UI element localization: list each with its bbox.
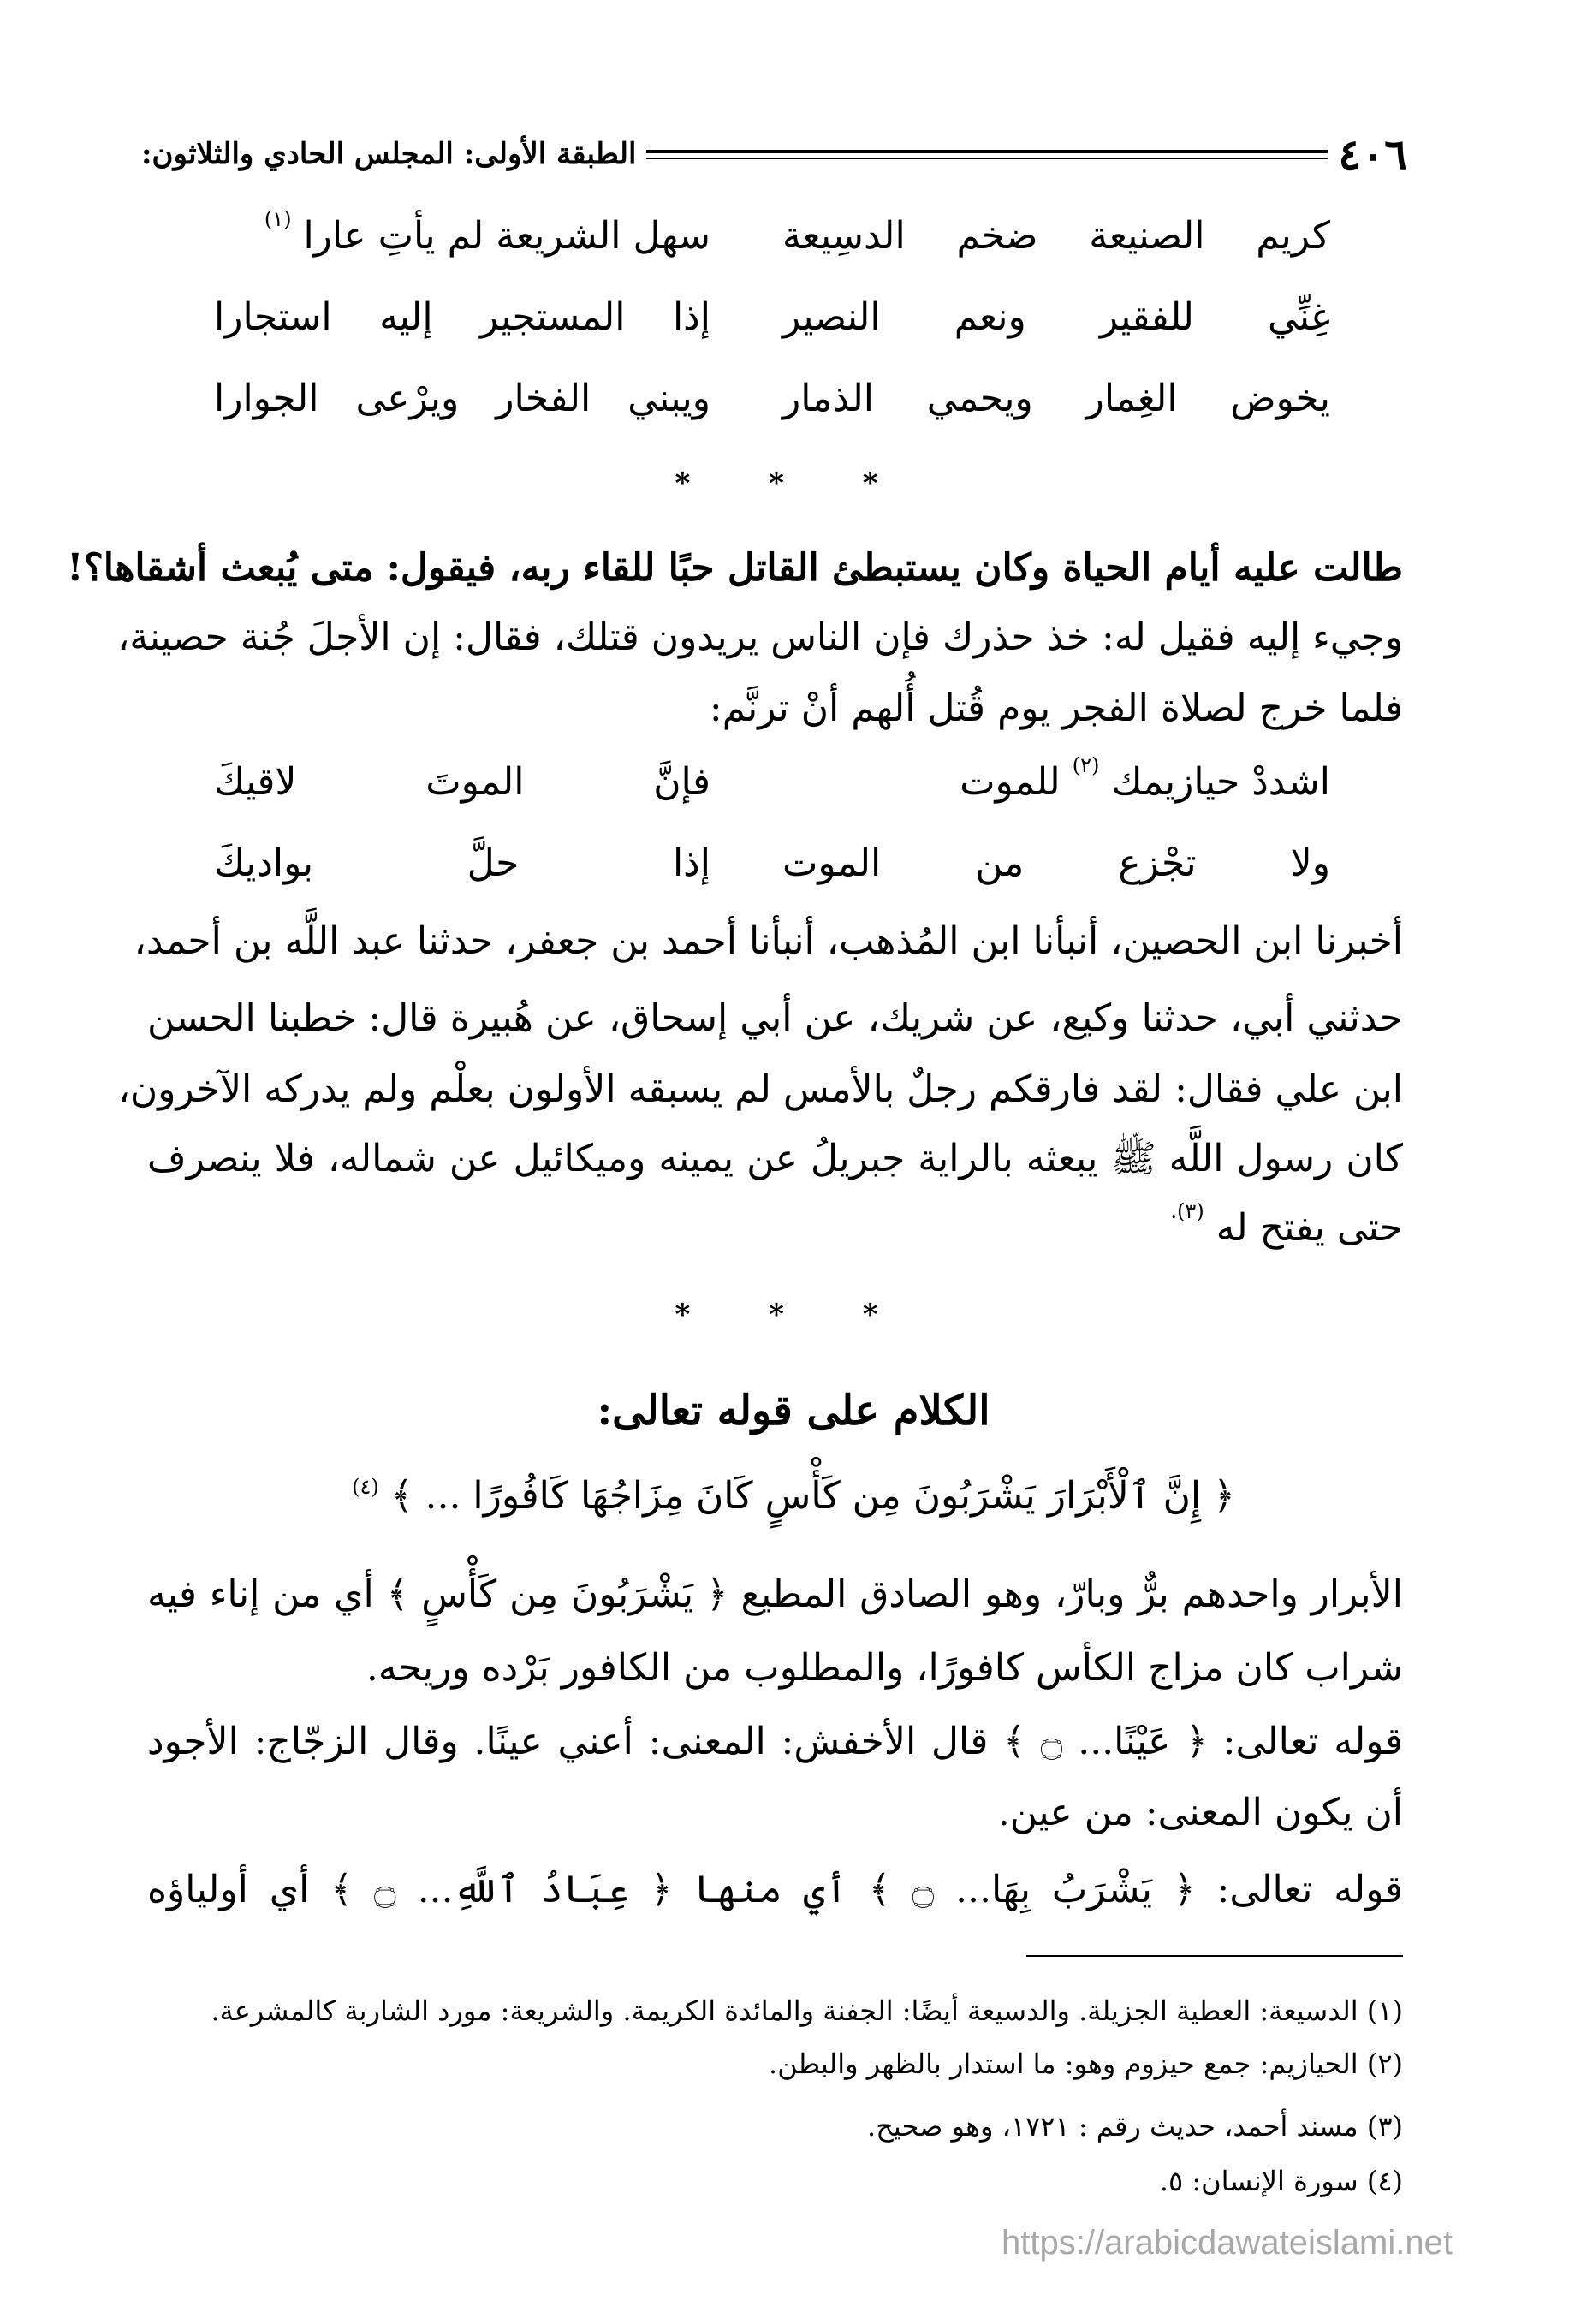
- page-number: ٤٠٦: [1338, 128, 1407, 180]
- footnote-rule: [1026, 1955, 1403, 1957]
- verse-hemistich: [214, 206, 710, 266]
- footnote: (١) الدسيعة: العطية الجزيلة. والدسيعة أيضًا: الجفنة والمائدة الكريمة. والشريعة: مورد الشاربة كالمشرعة.: [211, 1994, 1403, 2027]
- text-line: كان رسول اللَّه ﷺ يبعثه بالراية جبريلُ عن يمينه وميكائيل عن شماله، فلا ينصرف: [147, 1137, 1403, 1180]
- section-separator: * * *: [675, 1298, 912, 1332]
- watermark-url: https://arabicdawateislami.net: [1002, 2224, 1453, 2262]
- header-rule: [646, 150, 1328, 159]
- verse-text: سهل الشريعة لم يأتِ عارا: [303, 214, 710, 258]
- footnote: (٤) سورة الإنسان: ٥.: [1159, 2165, 1403, 2197]
- verse-hemistich: كريم الصنيعة ضخم الدسِيعة: [782, 214, 1330, 258]
- footnote-ref: (٣).: [1170, 1199, 1204, 1223]
- ayah-text: ﴿ إِنَّ ٱلْأَبْرَارَ يَشْرَبُونَ مِن كَأْسٍ كَانَ مِزَاجُهَا كَافُورًا ... ﴾: [390, 1474, 1235, 1518]
- verse-hemistich: فإنَّ الموتَ لاقيكَ: [214, 760, 710, 804]
- text-line: أخبرنا ابن الحصين، أنبأنا ابن المُذهب، أنبأنا أحمد بن جعفر، حدثنا عبد اللَّه بن أحمد،: [134, 919, 1403, 963]
- footnote: (٣) مسند أحمد، حديث رقم : ١٧٢١، وهو صحيح.: [867, 2110, 1403, 2143]
- text-line: قوله تعالى: ﴿ عَيْنًا... ۝ ﴾ قال الأخفش: المعنى: أعني عينًا. وقال الزجّاج: الأجود: [147, 1720, 1403, 1763]
- verse-hemistich: ويبني الفخار ويرْعى الجوارا: [214, 377, 710, 420]
- text-line: حدثني أبي، حدثنا وكيع، عن شريك، عن أبي إسحاق، عن هُبيرة قال: خطبنا الحسن: [147, 996, 1403, 1040]
- running-header: [141, 128, 1407, 180]
- text-line: قوله تعالى: ﴿ يَشْرَبُ بِهَا... ۝ ﴾ أي منها ﴿ عِبَادُ ٱللَّهِ... ۝ ﴾ أي أولياؤه: [147, 1868, 1403, 1911]
- text-line: أن يكون المعنى: من عين.: [997, 1791, 1403, 1834]
- verse-hemistich: غِنِّي للفقير ونعم النصير: [782, 295, 1330, 339]
- text-line: وجيء إليه فقيل له: خذ حذرك فإن الناس يريدون قتلك، فقال: إن الأجلَ جُنة حصينة،: [117, 615, 1403, 659]
- verse-hemistich: يخوض الغِمار ويحمي الذمار: [782, 377, 1330, 420]
- text-line: طالت عليه أيام الحياة وكان يستبطئ القاتل حبًا للقاء ربه، فيقول: متى يُبعث أشقاها؟!: [67, 546, 1403, 590]
- header-title: الطبقة الأولى: المجلس الحادي والثلاثون:: [141, 137, 637, 171]
- footnote-ref: (٤): [352, 1475, 379, 1499]
- verse-hemistich: [782, 752, 1330, 812]
- text-line: [147, 1198, 1403, 1258]
- section-heading: الكلام على قوله تعالى:: [597, 1387, 990, 1435]
- verse-text: اشددْ حيازيمك: [1111, 760, 1330, 804]
- text-fragment: حتى يفتح له: [1216, 1206, 1403, 1250]
- verse-hemistich: ولا تجْزع من الموت: [782, 841, 1330, 885]
- footnote-ref: (١): [264, 207, 292, 231]
- quran-verse: [0, 1474, 1587, 1518]
- text-line: ابن علي فقال: لقد فارقكم رجلٌ بالأمس لم يسبقه الأولون بعلْم ولم يدركه الآخرون،: [117, 1067, 1403, 1111]
- text-line: شراب كان مزاج الكأس كافورًا، والمطلوب من الكافور بَرْده وريحه.: [366, 1646, 1403, 1690]
- footnote: (٢) الحيازيم: جمع حيزوم وهو: ما استدار بالظهر والبطن.: [769, 2048, 1403, 2080]
- text-line: فلما خرج لصلاة الفجر يوم قُتل أُلهم أنْ ترنَّم:: [709, 687, 1403, 730]
- verse-hemistich: إذا المستجير إليه استجارا: [214, 295, 710, 339]
- verse-hemistich: إذا حلَّ بواديكَ: [214, 841, 710, 885]
- section-separator: * * *: [675, 467, 912, 501]
- text-line: الأبرار واحدهم برٌّ وبارّ، وهو الصادق المطيع ﴿ يَشْرَبُونَ مِن كَأْسٍ ﴾ أي من إناء فيه: [147, 1572, 1403, 1616]
- verse-text: للموت: [960, 760, 1061, 804]
- footnote-ref: (٢): [1072, 753, 1100, 777]
